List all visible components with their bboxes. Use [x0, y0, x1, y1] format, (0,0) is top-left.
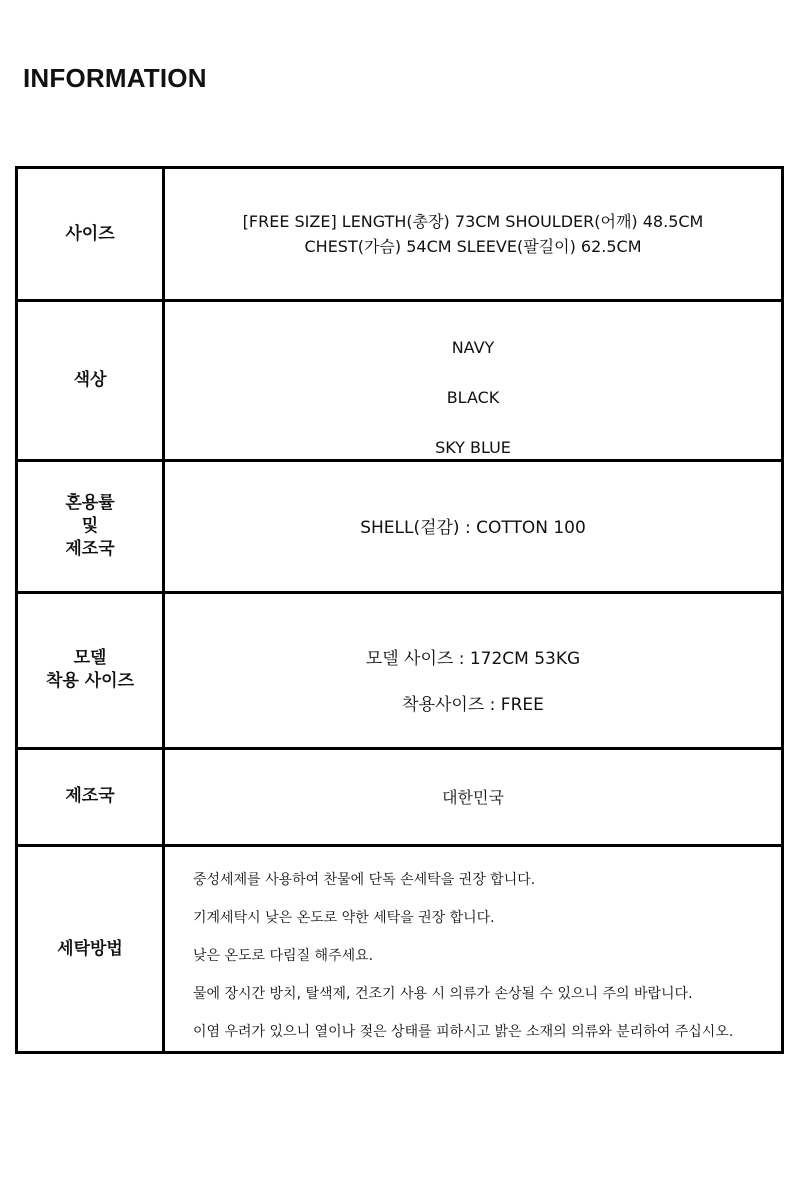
washing-instruction: 중성세제를 사용하여 찬물에 단독 손세탁을 권장 합니다.	[193, 872, 536, 888]
washing-value-cell	[165, 847, 781, 1051]
washing-instruction: 낮은 온도로 다림질 해주세요.	[193, 948, 374, 964]
material-label-cell	[18, 462, 165, 590]
origin-value-cell	[165, 750, 781, 844]
model-value-cell	[165, 594, 781, 747]
size-measurements-line-2: CHEST(가슴) 54CM SLEEVE(팔길이) 62.5CM	[304, 237, 642, 256]
color-option-sky-blue: SKY BLUE	[435, 438, 511, 458]
material-composition: SHELL(겉감) : COTTON 100	[360, 518, 586, 539]
material-label-line-1: 혼용률	[65, 493, 115, 514]
color-value-cell	[165, 302, 781, 459]
origin-country: 대한민국	[442, 788, 504, 808]
washing-instruction: 기계세탁시 낮은 온도로 약한 세탁을 권장 합니다.	[193, 910, 495, 926]
color-label-cell	[18, 302, 165, 459]
size-measurements-line-1: [FREE SIZE] LENGTH(총장) 73CM SHOULDER(어깨) 48.5CM	[242, 212, 704, 231]
size-value-cell	[165, 169, 781, 299]
page-title: INFORMATION	[23, 63, 207, 93]
model-label-line-2: 착용 사이즈	[45, 671, 135, 692]
color-option-black: BLACK	[446, 388, 500, 408]
origin-label-cell	[18, 750, 165, 844]
material-row	[18, 462, 781, 593]
color-row	[18, 302, 781, 462]
color-option-navy: NAVY	[451, 338, 495, 358]
color-label: 색상	[73, 370, 107, 391]
origin-label: 제조국	[65, 786, 115, 807]
washing-row	[18, 847, 781, 1051]
material-label-line-2: 및	[81, 516, 99, 537]
size-label-cell	[18, 169, 165, 299]
washing-label-cell	[18, 847, 165, 1051]
origin-row	[18, 750, 781, 847]
material-label-line-3: 제조국	[65, 539, 115, 560]
material-value-cell	[165, 462, 781, 590]
washing-instruction: 이염 우려가 있으니 열이나 젖은 상태를 피하시고 밝은 소재의 의류와 분리하여 주십시오.	[193, 1024, 734, 1040]
model-size-text: 모델 사이즈 : 172CM 53KG	[365, 648, 581, 669]
washing-instruction: 물에 장시간 방치, 탈색제, 건조기 사용 시 의류가 손상될 수 있으니 주의 바랍니다.	[193, 986, 693, 1002]
size-row	[18, 169, 781, 302]
washing-label: 세탁방법	[57, 938, 123, 959]
model-label-line-1: 모델	[73, 648, 107, 669]
worn-size-text: 착용사이즈 : FREE	[402, 694, 544, 715]
model-label-cell	[18, 594, 165, 747]
product-info-table	[15, 166, 784, 1054]
model-row	[18, 594, 781, 750]
size-label: 사이즈	[65, 223, 115, 244]
